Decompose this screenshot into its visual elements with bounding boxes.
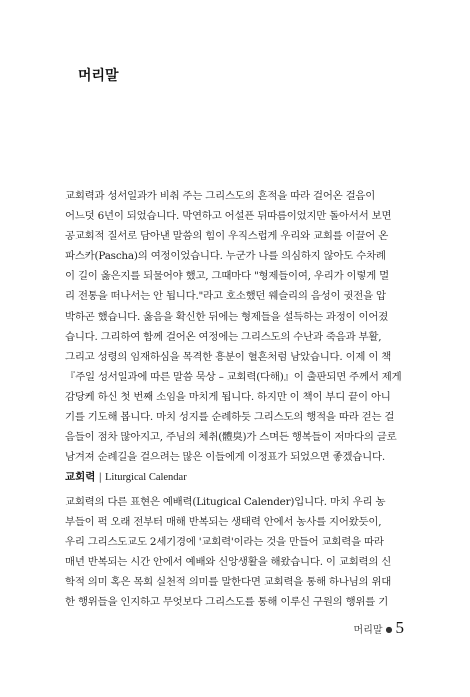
text-line: 『주일 성서일과에 따른 말씀 묵상 – 교회력(다해)』이 출판되면 주께서 제게 [65, 370, 402, 383]
section-heading [65, 469, 187, 484]
text-line: 우리 그리스도교도 2세기경에 '교회력'이라는 것을 만들어 교회력을 따라 [65, 536, 384, 549]
text-line: 감당케 하신 첫 번째 소임을 마치게 됩니다. 하지만 이 책이 부디 끝이 아니 [65, 390, 391, 403]
text-line: 리 전통을 떠나서는 안 됩니다."라고 호소했던 웨슬리의 음성이 귓전을 압 [65, 290, 386, 303]
text-line: 공교회적 질서로 담아낸 말씀의 힘이 우직스럽게 우리와 교회를 이끌어 온 [65, 230, 389, 243]
text-line: 이 길이 옳은지를 되물어야 했고, 그때마다 "형제들이여, 우리가 이렇게 멀 [65, 270, 389, 283]
text-line: 파스카(Pascha)의 여정이었습니다. 누군가 나를 의심하지 않아도 수차례 [65, 250, 386, 263]
text-line: 한 행위들을 인지하고 무엇보다 그리스도를 통해 이루신 구원의 행위를 기 [65, 596, 389, 609]
text-line: 부들이 퍽 오래 전부터 매해 반복되는 생태력 안에서 농사를 지어왔듯이, [65, 516, 382, 529]
section-paragraph [65, 492, 405, 613]
text-line: 남겨져 순례길을 걸으려는 많은 이들에게 이정표가 되었으면 좋겠습니다. [65, 451, 385, 464]
text-line: 학적 의미 혹은 목회 실천적 의미를 말한다면 교회력을 통해 하나님의 위대 [65, 576, 392, 589]
page-heading: 머리말 [78, 68, 119, 84]
text-line: 교회력의 다른 표현은 예배력(Litugical Calender)입니다. 마치 우리 농 [65, 496, 386, 508]
page-number: 5 [395, 618, 404, 637]
section-separator: | [98, 471, 102, 483]
text-line: 습니다. 그리하여 함께 걸어온 여정에는 그리스도의 수난과 죽음과 부활, [65, 330, 382, 343]
footer-bullet-icon: ● [385, 625, 393, 634]
text-line: 매년 반복되는 시간 안에서 예배와 신앙생활을 해왔습니다. 이 교회력의 신 [65, 556, 392, 569]
page-footer [354, 618, 404, 638]
section-term: 교회력 [65, 471, 96, 483]
section-term-english: Liturgical Calendar [104, 472, 187, 483]
text-line: 교회력과 성서일과가 비춰 주는 그리스도의 흔적을 따라 걸어온 걸음이 [65, 190, 376, 202]
text-line: 어느덧 6년이 되었습니다. 막연하고 어설픈 뒤따름이었지만 돌아서서 보면 [65, 210, 392, 223]
text-line: 박하곤 했습니다. 옳음을 확신한 뒤에는 형제들을 설득하는 과정이 이어졌 [65, 310, 389, 323]
intro-paragraph [65, 186, 405, 467]
footer-label: 머리말 [353, 625, 383, 636]
text-line: 그리고 성령의 임재하심을 목격한 흥분이 혈흔처럼 남았습니다. 이제 이 책 [65, 350, 392, 363]
text-line: 음들이 점차 많아지고, 주님의 체취(體臭)가 스며든 행복들이 저마다의 글로 [65, 431, 397, 444]
text-line: 기를 기도해 봅니다. 마치 성지를 순례하듯 그리스도의 행적을 따라 걷는 걸 [65, 411, 395, 424]
